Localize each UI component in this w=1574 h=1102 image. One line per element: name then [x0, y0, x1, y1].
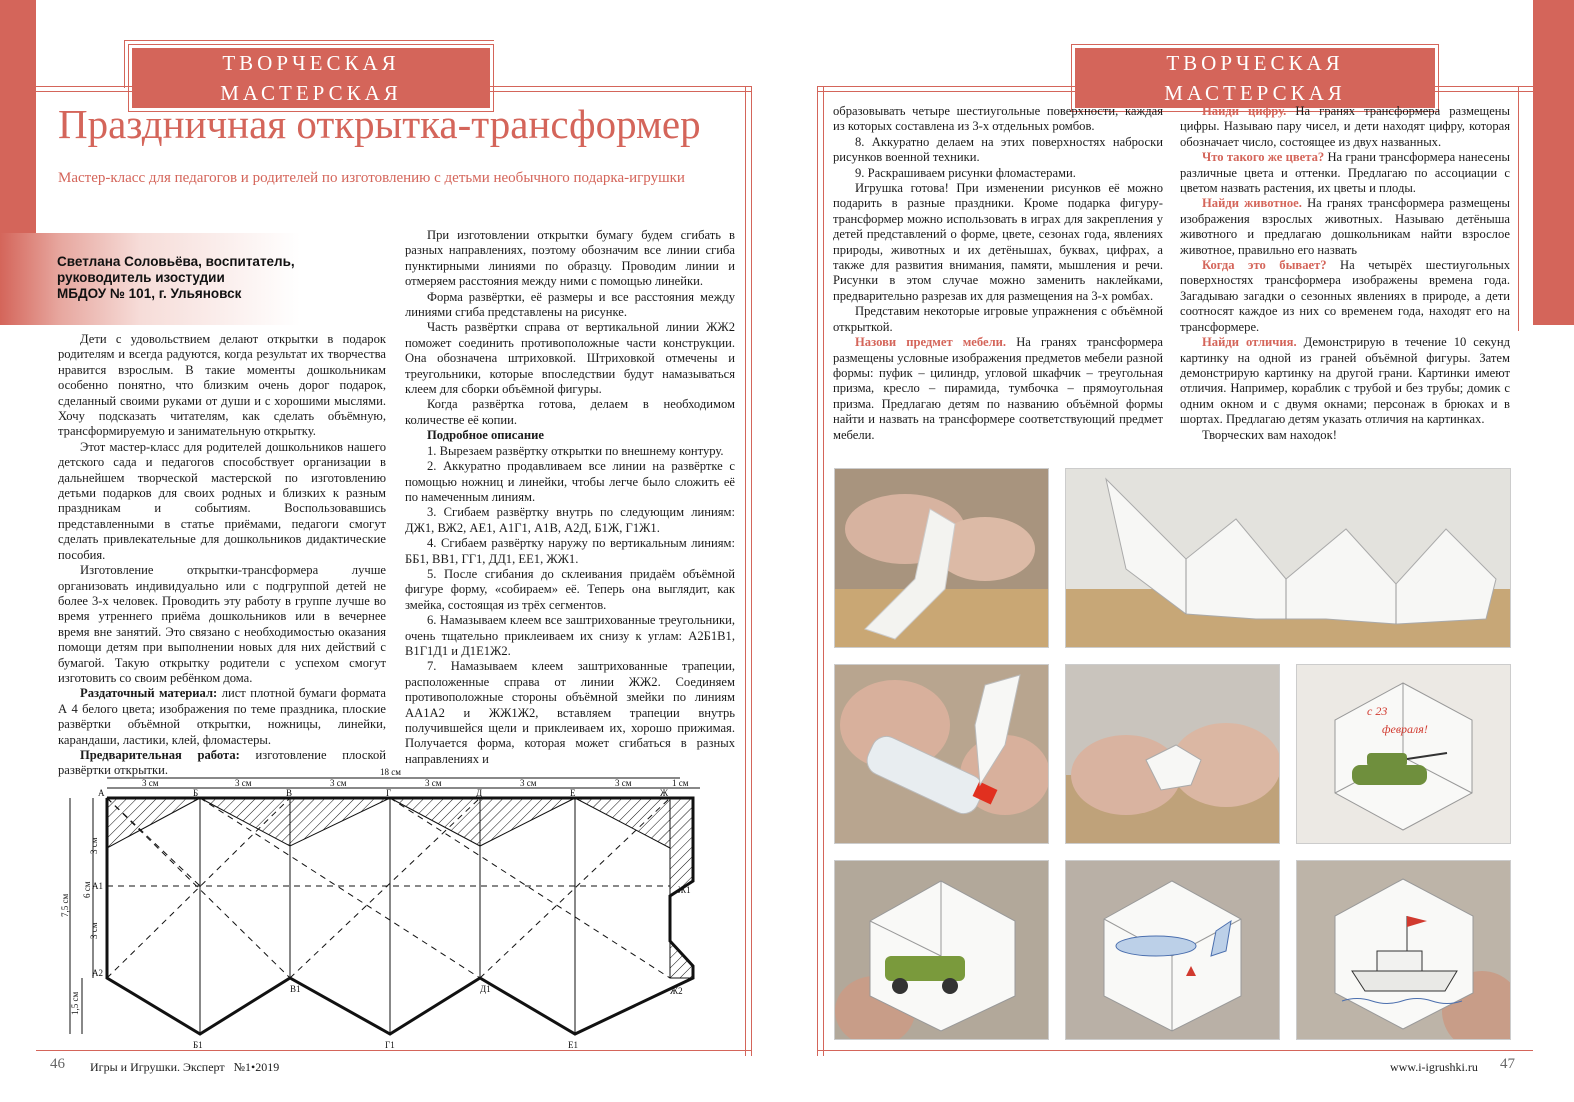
paragraph: Дети с удовольствием делают открытки в подарок родителям и всегда радуются, когда результат их творчества нравится взрослым. В такие моменты дошкольникам особенно понятно, что близким очень дорог подарок, сделанный своими руками от души и с хорошими мыслями. Хочу подсказать читателям, как сделать объёмную, трансформируемую и занимательную открытку. [58, 332, 386, 439]
step: 7. Намазываем клеем заштрихованные трапеции, расположенные справа от линии ЖЖ2. Соединяем противоположные стороны объёмной змейки по линиям АА1А2 и ЖЖ1Ж2, вставляем трапеции внутрь получившейся щели и приклеиваем их, хорошо прижимая. Получается форма, которая может сгибаться в разных направлениях и [405, 659, 735, 766]
dim-label-seg: 3 см [425, 778, 442, 788]
point-label: А1 [92, 881, 103, 891]
paragraph: Форма развёртки, её размеры и все расстояния между линиями сгиба представлены на рисунке. [405, 289, 735, 320]
dim-label-v: 1,5 см [70, 991, 80, 1015]
point-label: Ж2 [670, 986, 683, 996]
contour [107, 798, 693, 1034]
game-paragraph [1180, 335, 1510, 427]
game-text: На гранях трансформера размещены цифры. Называю пару чисел, и дети находят цифру, которая обозначает число, состоящее из двух названных. [1180, 104, 1510, 149]
game-text: На грани трансформера нанесены различные цвета и оттенки. Предлагаю по ассоциации с цветом назвать растения, их цветы и плоды. [1180, 150, 1510, 196]
frame-line [817, 1050, 1533, 1051]
paragraph: Этот мастер-класс для родителей дошкольников нашего детского сада и педагогов способствует организации в дальнейшем творческой мастерской по изготовлению детьми подарков для своих родных и близких к разным праздникам и событиям. Воспользовавшись представленными в статье приёмами, педагоги смогут сделать привлекательные для дошкольников дидактические пособия. [58, 439, 386, 562]
step: 5. После сгибания до склеивания придаём объёмной фигуре форму, «собираем» её. Теперь она выглядит, как змейка, состоящая из трёх сегментов. [405, 566, 735, 612]
point-label: Ж [660, 788, 669, 798]
step: 8. Аккуратно делаем на этих поверхностях наброски рисунков военной техники. [833, 134, 1163, 165]
author-block [57, 254, 295, 302]
section-heading: Подробное описание [427, 428, 544, 443]
game-label: Что такого же цвета? [1202, 150, 1325, 165]
card-text: февраля! [1382, 722, 1428, 736]
frame-line [823, 86, 824, 1056]
column-3 [833, 104, 1163, 443]
game-paragraph [1180, 150, 1510, 196]
game-label: Найди животное. [1202, 196, 1302, 211]
frame-line [1518, 86, 1519, 331]
frame-line [751, 86, 752, 1056]
game-paragraph [1180, 104, 1510, 150]
paragraph: Когда развёртка готова, делаем в необходимом количестве её копии. [405, 397, 735, 427]
point-label: Д1 [480, 984, 491, 994]
dim-label-seg: 3 см [142, 778, 159, 788]
dim-label-seg: 3 см [330, 778, 347, 788]
page-number-right: 47 [1500, 1056, 1515, 1072]
dim-label-seg: 3 см [235, 778, 252, 788]
photo-assembling [1065, 664, 1280, 844]
column-2 [405, 228, 735, 767]
game-text: На четырёх шестиугольных поверхностях трансформера изображены времена года. Загадываю загадки о сезонных явлениях в природе, а дети соотносят каждое из них со временем года, находят его на трансформере. [1180, 258, 1510, 334]
closing-line: Творческих вам находок! [1202, 427, 1337, 442]
point-label: Б [193, 788, 199, 798]
page-title: Праздничная открытка-трансформер [58, 101, 701, 147]
paragraph [833, 335, 1163, 443]
photo-vehicle-card [834, 860, 1049, 1040]
dim-label-v: 3 см [89, 922, 99, 939]
photo-tank-card [1296, 664, 1511, 844]
dim-label-seg: 3 см [615, 778, 632, 788]
point-label: Г1 [385, 1040, 395, 1050]
photo-gluing [834, 664, 1049, 844]
card-text: с 23 [1367, 704, 1388, 718]
paragraph: Игрушка готова! При изменении рисунков её можно подарить в разные праздники. Кроме подарка фигуру-трансформер можно использовать в играх для закрепления у детей представлений о форме, цвете, сезонах года, явлениях природы, животных и их детёнышах, буквах, цифрах, а также для развития внимания, памяти, мышления и речи. Рисунки в этом случае можно заменить наклейками, предварительно разрезав их для размещения на 3-х ромбах. [833, 181, 1163, 303]
frame-line [124, 40, 125, 88]
point-label: Е [570, 788, 576, 798]
game-label: Найди отличия. [1202, 335, 1297, 350]
photo-folded-snake [1065, 468, 1511, 648]
point-label: Б1 [193, 1040, 203, 1050]
column-1 [58, 332, 386, 779]
column-4 [1180, 104, 1510, 443]
game-paragraph [1180, 258, 1510, 335]
photo-hands-folding [834, 468, 1049, 648]
author-line: руководитель изостудии [57, 270, 225, 285]
point-label: Г [386, 788, 392, 798]
step: 3. Сгибаем развёртку внутрь по следующим линиям: ДЖ1, ВЖ2, АЕ1, А1Г1, А1В, А2Д, Б1Ж, Г1Ж1. [405, 505, 735, 535]
frame-line [817, 86, 818, 1056]
game-paragraph [1180, 196, 1510, 258]
paragraph [58, 686, 386, 748]
photo-plane-card [1065, 860, 1280, 1040]
step: 9. Раскрашиваем рисунки фломастерами. [855, 165, 1076, 180]
paragraph: При изготовлении открытки бумагу будем сгибать в разных направлениях, поэтому обозначим все линии сгиба пунктирными линиями по образцу. Проводим линии и отмеряем расстояния между ними с помощью линейки. [405, 228, 735, 289]
game-text: На гранях трансформера размещены условные изображения предметов мебели разной формы: пуфик – цилиндр, угловой шкафчик – треугольная призма, кресло – пирамида, тумбочка – прямоугольная призма. Предлагаю детям по названию объёмной формы найти и назвать на трансформере соответствующий предмет мебели. [833, 335, 1163, 442]
dim-label-v: 7,5 см [60, 893, 70, 917]
dim-label-last: 1 см [672, 778, 689, 788]
footer-left: Игры и Игрушки. Эксперт №1•2019 [90, 1060, 280, 1074]
frame-line [745, 86, 746, 1056]
right-edge-bar [1533, 0, 1574, 325]
game-text: Демонстрирую в течение 10 секунд картинку на одной из граней объёмной фигуры. Затем демонстрирую картинку на другой грани. Картинки имеют отличия. Например, кораблик с трубой и без трубы; домик с одним окном и с двумя окнами; персонаж в брюках и в шортах. Предлагаю детям указать отличия на картинках. [1180, 335, 1510, 427]
dim-label-v: 3 см [89, 837, 99, 854]
point-label: Ж1 [678, 885, 691, 895]
point-label: А [98, 788, 105, 798]
prep-text: изготовление плоской развёртки открытки. [58, 747, 386, 778]
frame-line [36, 1050, 751, 1051]
step: 2. Аккуратно продавливаем все линии на развёртке с помощью ножниц и линейки, чтобы легче было сложить её по намеченным линиям. [405, 459, 735, 504]
paragraph: Часть развёртки справа от вертикальной линии ЖЖ2 поможет соединить противоположные части конструкции. Она обозначена штриховкой. Штриховкой отмечены и треугольники, которые впоследствии будут намазываться клеем для сборки объёмной фигуры. [405, 320, 735, 397]
unfold-diagram [60, 766, 740, 1050]
point-label: Д [476, 788, 483, 798]
photo-ship-card [1296, 860, 1511, 1040]
step: 1. Вырезаем развёртку открытки по внешнему контуру. [427, 443, 724, 458]
page-number-left: 46 [50, 1056, 65, 1072]
game-label: Назови предмет мебели. [855, 335, 1007, 350]
point-label: В [286, 788, 293, 798]
dim-label-seg: 3 см [520, 778, 537, 788]
dim-label-top: 18 см [380, 767, 401, 777]
prep-label: Предварительная работа: [80, 747, 240, 762]
paragraph: образовывать четыре шестиугольные поверхности, каждая из которых составлена из 3-х отдельных ромбов. [833, 104, 1163, 134]
author-line: Светлана Соловьёва, воспитатель, [57, 254, 295, 269]
material-label: Раздаточный материал: [80, 686, 218, 701]
footer-right-url: www.i-igrushki.ru [1390, 1060, 1478, 1074]
paragraph: Представим некоторые игровые упражнения с объёмной открыткой. [833, 304, 1163, 334]
step: 4. Сгибаем развёртку наружу по вертикальным линиям: ББ1, ВВ1, ГГ1, ДД1, ЕЕ1, ЖЖ1. [405, 536, 735, 566]
step: 6. Намазываем клеем все заштрихованные треугольники, очень тщательно приклеиваем их снизу к углам: А2Б1В1, В1Г1Д1 и Д1Е1Ж2. [405, 613, 735, 658]
game-text: На гранях трансформера размещены изображения взрослых животных. Называю детёныша животного и предлагаю дошкольникам найти взрослое животное, правильно его назвать [1180, 196, 1510, 257]
section-label-left: ТВОРЧЕСКАЯ МАСТЕРСКАЯ [132, 48, 490, 108]
section-label-right: ТВОРЧЕСКАЯ МАСТЕРСКАЯ [1075, 48, 1435, 108]
game-label: Когда это бывает? [1202, 258, 1327, 273]
dim-label-v: 6 см [82, 881, 92, 898]
point-label: А2 [92, 968, 103, 978]
material-text: лист плотной бумаги формата А 4 белого цвета; изображения по теме праздника, плоские развёртки объёмной открытки, ножницы, линейки, карандаши, ластики, клей, фломастеры. [58, 686, 386, 747]
author-line: МБДОУ № 101, г. Ульяновск [57, 286, 242, 301]
page-subtitle: Мастер-класс для педагогов и родителей по изготовлению с детьми необычного подарка-игрушки [58, 170, 685, 186]
point-label: В1 [290, 984, 301, 994]
frame-line [124, 40, 494, 41]
point-label: Е1 [568, 1040, 578, 1050]
paragraph: Изготовление открытки-трансформера лучше организовать индивидуально или с подгруппой детей не более 3-х человек. Проводить эту работу в группе лучше во время утреннего приёма дошкольников или в вечернее время вне занятий. Это связано с необходимостью оказания помощи детям при выполнении новых для них действий с бумагой. Такую открытку родители с успехом смогут изготовить со своим ребёнком дома. [58, 563, 386, 685]
game-label: Найди цифру. [1202, 104, 1287, 118]
